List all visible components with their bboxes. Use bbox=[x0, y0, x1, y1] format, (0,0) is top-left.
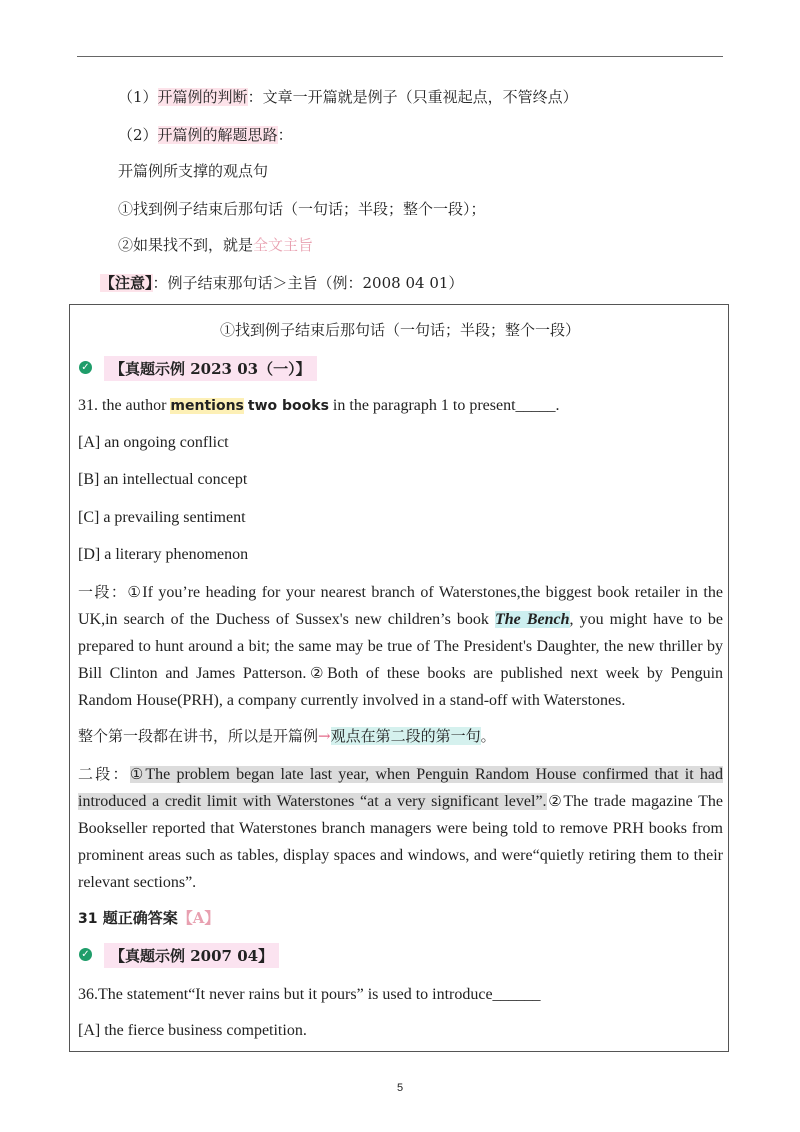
box-heading: ①找到例子结束后那句话（一句话；半段；整个一段） bbox=[219, 321, 580, 339]
answer-line bbox=[78, 907, 219, 928]
intro-l5-key: 全文主旨 bbox=[253, 236, 314, 254]
option-d: [D] a literary phenomenon bbox=[78, 546, 249, 563]
q36-option-a: [A] the fierce business competition. bbox=[78, 1022, 307, 1039]
p1-label: 一段： bbox=[78, 583, 128, 601]
p1-sentence-3: Both of these books are published next week by Penguin Random House(PRH), a company currently involved in a stand-off with Waterstones. bbox=[78, 665, 724, 709]
intro-line-4: ①找到例子结束后那句话（一句话；半段；整个一段）； bbox=[118, 200, 486, 218]
p2-label: 二段： bbox=[78, 765, 130, 783]
answer-number: 31 bbox=[78, 911, 98, 927]
answer-text: 题正确答案 bbox=[97, 909, 178, 927]
p2-marker-2: ② bbox=[546, 792, 564, 810]
intro-l1-rest: ：文章一开篇就是例子（只重视起点，不管终点） bbox=[247, 88, 578, 106]
p1-book-title: The Bench bbox=[494, 611, 570, 628]
example-tag-2007: 【真题示例 2007 04】 bbox=[104, 943, 279, 968]
question-36: 36.The statement“It never rains but it pours” is used to introduce______ bbox=[78, 986, 541, 1003]
intro-l2-key: 开篇例的解题思路 bbox=[157, 126, 278, 144]
intro-line-5 bbox=[118, 234, 313, 255]
note-line bbox=[100, 272, 463, 293]
answer-key: 【A】 bbox=[177, 909, 220, 927]
intro-l2-prefix: （2） bbox=[118, 126, 158, 144]
option-c: [C] a prevailing sentiment bbox=[78, 509, 246, 526]
intro-l1-key: 开篇例的判断 bbox=[157, 88, 248, 106]
p1-marker-2: ② bbox=[306, 664, 328, 682]
page-number: 5 bbox=[396, 1082, 404, 1094]
intro-line-1 bbox=[118, 86, 578, 107]
q31-text-a: 31. the author bbox=[78, 397, 171, 414]
comment-end: 。 bbox=[480, 727, 496, 745]
intro-line-3: 开篇例所支撑的观点句 bbox=[118, 162, 269, 180]
q31-text-e: in the paragraph 1 to present_____. bbox=[328, 397, 560, 414]
option-b: [B] an intellectual concept bbox=[78, 471, 248, 488]
paragraph-1 bbox=[78, 579, 723, 714]
paragraph-2 bbox=[78, 761, 723, 896]
intro-line-2 bbox=[118, 124, 293, 145]
note-tag: 【注意】 bbox=[100, 274, 153, 292]
example-tag-2023: 【真题示例 2023 03（一）】 bbox=[104, 356, 317, 381]
comment-text-a: 整个第一段都在讲书，所以是开篇例 bbox=[78, 727, 319, 745]
p1-marker-1: ① bbox=[127, 583, 143, 601]
p2-marker-1: ① bbox=[129, 765, 146, 783]
p2-sentence-1: The problem began late last year, when Penguin Random House confirmed that it had introduced a credit limit with Waterstones “at a very significant level”. bbox=[78, 766, 723, 810]
p2-sentence-2: The trade magazine The Bookseller reported that Waterstones branch managers were being told to remove PRH books from prominent areas such as tables, display spaces and windows, and were“quietly retiring them to their relevant sections”. bbox=[78, 793, 724, 891]
check-icon: ✓ bbox=[79, 948, 92, 961]
check-icon: ✓ bbox=[79, 361, 92, 374]
q31-two-books: two books bbox=[247, 398, 329, 414]
intro-l2-rest: ： bbox=[277, 126, 293, 144]
question-31 bbox=[78, 397, 560, 415]
analysis-comment bbox=[78, 725, 496, 746]
p1-sentence-2: , you might have to be prepared to hunt around a bit; the same may be true of The President's Daughter, the new thriller by Bill Clinton and James Patterson. bbox=[78, 611, 723, 682]
intro-l5-text: ②如果找不到，就是 bbox=[118, 236, 254, 254]
example-box bbox=[69, 304, 729, 1052]
intro-l1-prefix: （1） bbox=[118, 88, 158, 106]
comment-key: 观点在第二段的第一句 bbox=[330, 727, 481, 745]
option-a: [A] an ongoing conflict bbox=[78, 434, 229, 451]
p1-sentence-1: If you’re heading for your nearest branch of Waterstones,the biggest book retailer in the UK,in search of the Duchess of Sussex's new children’s book bbox=[78, 584, 723, 628]
arrow-icon: → bbox=[318, 727, 331, 745]
q31-mentions: mentions bbox=[170, 398, 244, 414]
note-text: ：例子结束那句话＞主旨（例：2008 04 01） bbox=[152, 274, 464, 292]
header-rule bbox=[77, 56, 723, 57]
